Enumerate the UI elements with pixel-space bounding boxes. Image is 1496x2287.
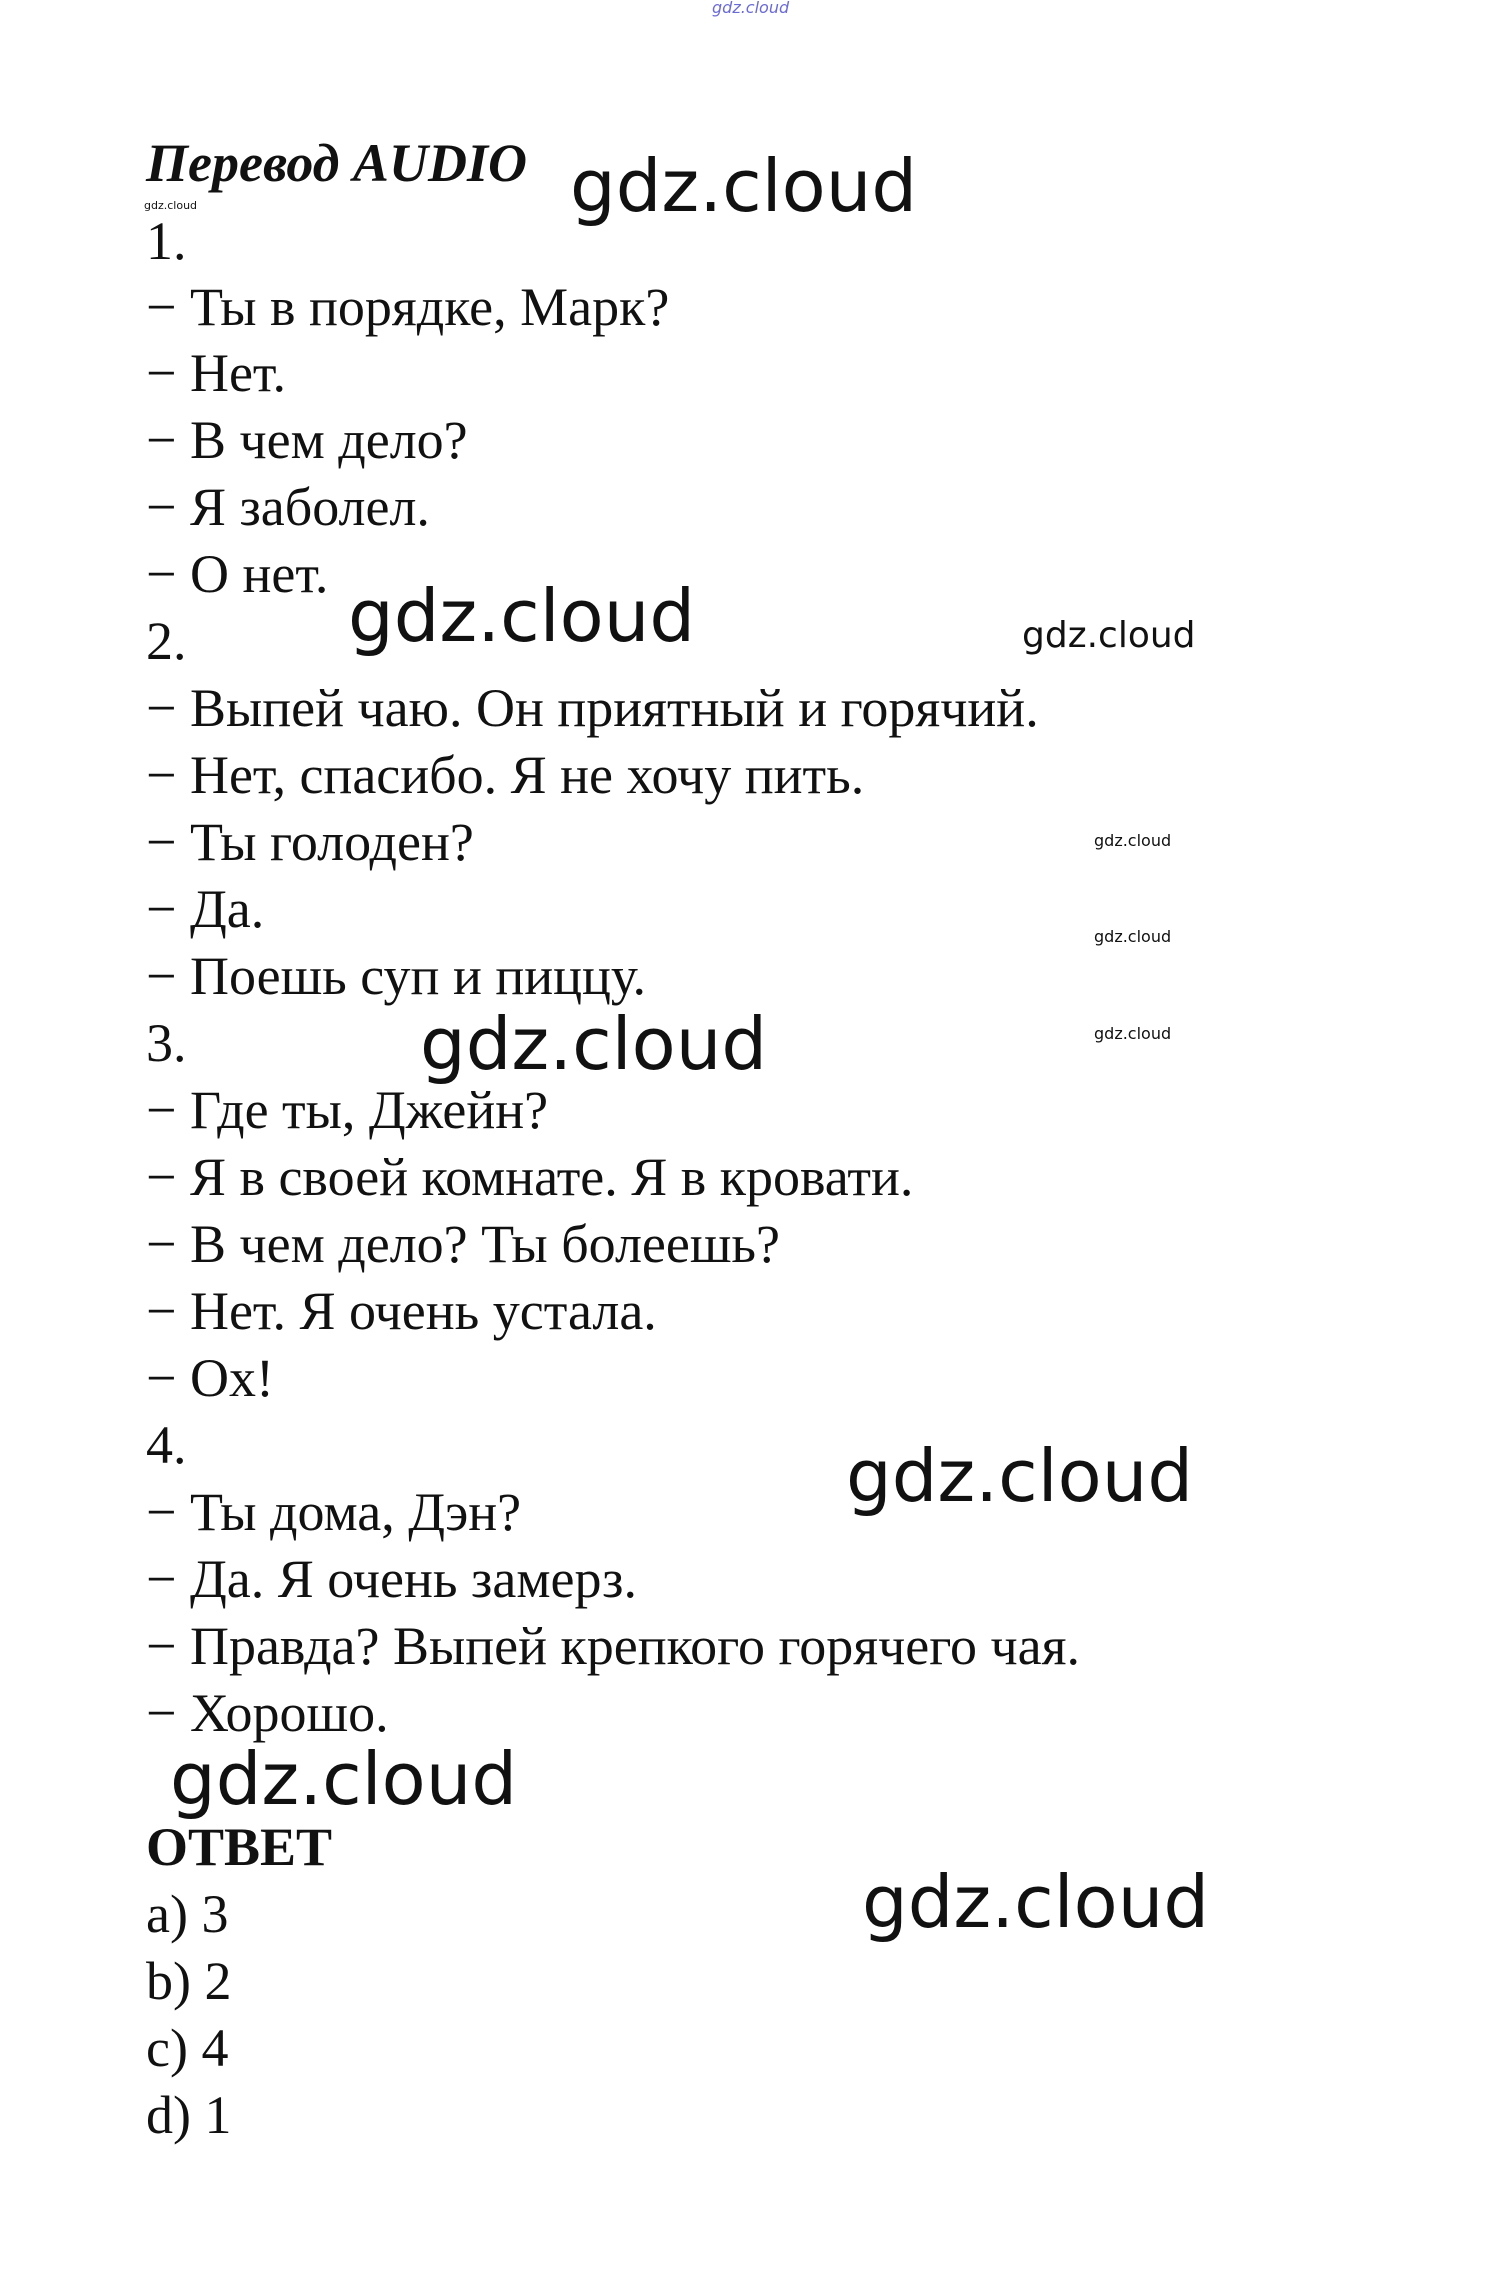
watermark: gdz.cloud [1094, 831, 1172, 850]
dialogue-line: − Ох! [146, 1348, 274, 1408]
dialogue-line: − В чем дело? Ты болеешь? [146, 1214, 781, 1274]
dialogue-line: − Где ты, Джейн? [146, 1080, 549, 1140]
section-number: 4. [146, 1415, 187, 1475]
dialogue-line: − Ты дома, Дэн? [146, 1482, 522, 1542]
dialogue-line: − Выпей чаю. Он приятный и горячий. [146, 678, 1039, 738]
dialogue-line: − Хорошо. [146, 1683, 389, 1743]
watermark: gdz.cloud [570, 144, 918, 228]
section-number: 2. [146, 611, 187, 671]
dialogue-line: − Нет, спасибо. Я не хочу пить. [146, 745, 865, 805]
answer-heading: ОТВЕТ [146, 1817, 333, 1877]
watermark: gdz.cloud [420, 1002, 768, 1086]
watermark: gdz.cloud [170, 1737, 518, 1821]
dialogue-line: − Поешь суп и пиццу. [146, 946, 647, 1006]
section-number: 1. [146, 211, 187, 271]
dialogue-line: − Ты голоден? [146, 812, 474, 872]
watermark: gdz.cloud [862, 1860, 1210, 1944]
watermark: gdz.cloud [846, 1434, 1194, 1518]
dialogue-line: − Я в своей комнате. Я в кровати. [146, 1147, 914, 1207]
dialogue-line: − Да. [146, 879, 265, 939]
dialogue-line: − Правда? Выпей крепкого горячего чая. [146, 1616, 1080, 1676]
section-number: 3. [146, 1013, 187, 1073]
dialogue-line: − В чем дело? [146, 410, 468, 470]
watermark: gdz.cloud [1094, 927, 1172, 946]
answer-item: c) 4 [146, 2018, 229, 2078]
answer-item: b) 2 [146, 1951, 232, 2011]
watermark-top: gdz.cloud [712, 0, 790, 17]
answer-item: d) 1 [146, 2085, 232, 2145]
watermark: gdz.cloud [348, 574, 696, 658]
watermark: gdz.cloud [1094, 1024, 1172, 1043]
watermark: gdz.cloud [144, 199, 198, 212]
dialogue-line: − Да. Я очень замерз. [146, 1549, 637, 1609]
answer-item: a) 3 [146, 1884, 229, 1944]
dialogue-line: − О нет. [146, 544, 329, 604]
dialogue-line: − Я заболел. [146, 477, 430, 537]
watermark: gdz.cloud [1022, 615, 1196, 656]
dialogue-line: − Нет. Я очень устала. [146, 1281, 657, 1341]
dialogue-line: − Нет. [146, 343, 286, 403]
dialogue-line: − Ты в порядке, Марк? [146, 277, 670, 337]
document-title: Перевод AUDIO [146, 133, 527, 193]
